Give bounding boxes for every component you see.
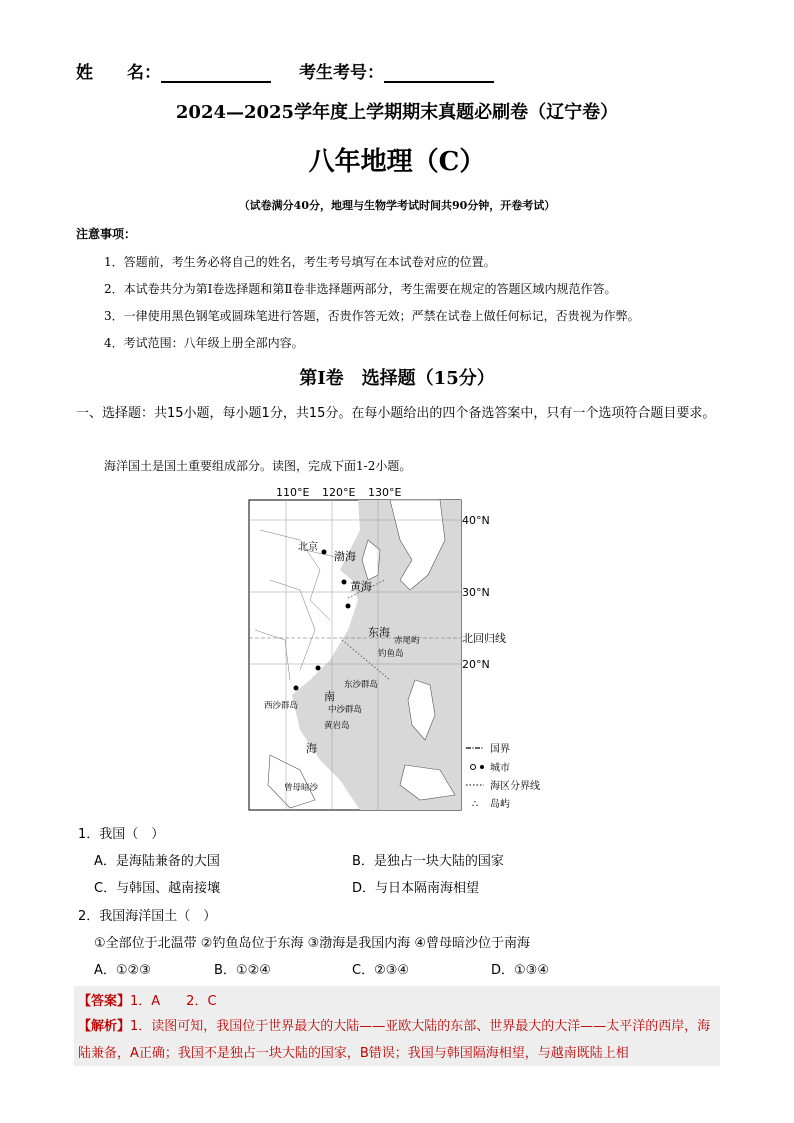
question-1-stem: 1．我国（ ）	[78, 827, 165, 842]
legend-label: 城市	[490, 763, 510, 774]
q2-statements: ①全部位于北温带 ②钓鱼岛位于东海 ③渤海是我国内海 ④曾母暗沙位于南海	[94, 936, 531, 951]
lat-label: 20°N	[462, 658, 490, 671]
place-label: 中沙群岛	[328, 705, 363, 715]
place-label: 东沙群岛	[344, 680, 379, 690]
city-dot	[342, 580, 347, 585]
lon-label: 130°E	[368, 486, 402, 499]
q2-option-b[interactable]: B．①②④	[214, 963, 271, 978]
q1-option-c[interactable]: C．与韩国、越南接壤	[94, 881, 221, 896]
q2-option-d[interactable]: D．①③④	[491, 963, 549, 978]
q1-option-d[interactable]: D．与日本隔南海相望	[352, 881, 480, 896]
answer-label: 【答案】	[78, 994, 131, 1009]
exam-id-blank[interactable]	[384, 63, 494, 83]
china-seas-map	[240, 480, 550, 820]
legend-label: 国界	[490, 744, 510, 755]
exam-note: （试卷满分40分，地理与生物学考试时间共90分钟，开卷考试）	[238, 199, 556, 212]
explanation-text: 1．读图可知，我国位于世界最大的大陆——亚欧大陆的东部、世界最大的大洋——太平洋的西岸，海陆兼备，A正确；我国不是独占一块大陆的国家，B错误；我国与韩国隔海相望，与越南既陆上相	[78, 1019, 711, 1061]
page-title: 八年地理（C）	[308, 147, 486, 177]
question-2-stem: 2．我国海洋国土（ ）	[78, 909, 217, 924]
answer-line	[78, 990, 217, 1009]
q1-option-b[interactable]: B．是独占一块大陆的国家	[352, 854, 504, 869]
notice-item: 3．一律使用黑色钢笔或圆珠笔进行答题，否贵作答无效；严禁在试卷上做任何标记，否贵视为作弊。	[104, 309, 640, 323]
place-label: 南	[324, 690, 335, 703]
place-label: 黄海	[350, 580, 372, 593]
section-title: 第Ⅰ卷 选择题（15分）	[299, 368, 495, 389]
place-label: 海	[306, 742, 317, 755]
notice-item: 1．答题前，考生务必将自己的姓名，考生考号填写在本试卷对应的位置。	[104, 255, 496, 269]
legend-island-symbol: ∴	[472, 799, 479, 810]
notice-item: 2．本试卷共分为第Ⅰ卷选择题和第Ⅱ卷非选择题两部分，考生需要在规定的答题区域内规范作答。	[104, 282, 617, 296]
notice-heading: 注意事项：	[76, 227, 137, 241]
legend-label: 岛屿	[490, 799, 510, 810]
legend-label: 海区分界线	[490, 781, 540, 792]
explanation-label: 【解析】	[78, 1019, 131, 1034]
place-label: 钓鱼岛	[378, 649, 404, 659]
student-info-row	[76, 58, 522, 83]
answer-text: 1．A 2．C	[130, 994, 217, 1009]
lat-label: 30°N	[462, 586, 490, 599]
notice-item: 4．考试范围：八年级上册全部内容。	[104, 336, 304, 350]
city-dot	[316, 666, 321, 671]
name-label: 姓 名：	[76, 63, 161, 83]
exam-subtitle: 2024—2025学年度上学期期末真题必刷卷（辽宁卷）	[175, 102, 619, 123]
lat-label: 北回归线	[462, 632, 506, 645]
place-label: 西沙群岛	[264, 701, 299, 711]
q2-option-c[interactable]: C．②③④	[352, 963, 410, 978]
city-dot	[294, 686, 299, 691]
legend-city-symbol	[471, 765, 476, 770]
lon-label: 120°E	[322, 486, 356, 499]
exam-id-label: 考生考号：	[299, 63, 384, 83]
q2-option-a[interactable]: A．①②③	[94, 963, 151, 978]
place-label: 渤海	[334, 550, 356, 563]
explanation	[78, 1013, 720, 1067]
name-blank[interactable]	[161, 63, 271, 83]
section-instructions: 一、选择题：共15小题，每小题1分，共15分。在每小题给出的四个备选答案中，只有一个选项符合题目要求。	[76, 406, 716, 421]
lat-label: 40°N	[462, 514, 490, 527]
place-label: 曾母暗沙	[284, 783, 319, 793]
place-label: 赤尾屿	[394, 636, 420, 646]
q1-option-a[interactable]: A．是海陆兼备的大国	[94, 854, 220, 869]
place-label: 北京	[298, 542, 318, 553]
material-text: 海洋国土是国土重要组成部分。读图，完成下面1-2小题。	[104, 459, 412, 473]
lon-label: 110°E	[276, 486, 310, 499]
place-label: 黄岩岛	[324, 721, 350, 731]
place-label: 东海	[368, 626, 390, 639]
city-dot	[346, 604, 351, 609]
city-dot	[322, 550, 327, 555]
